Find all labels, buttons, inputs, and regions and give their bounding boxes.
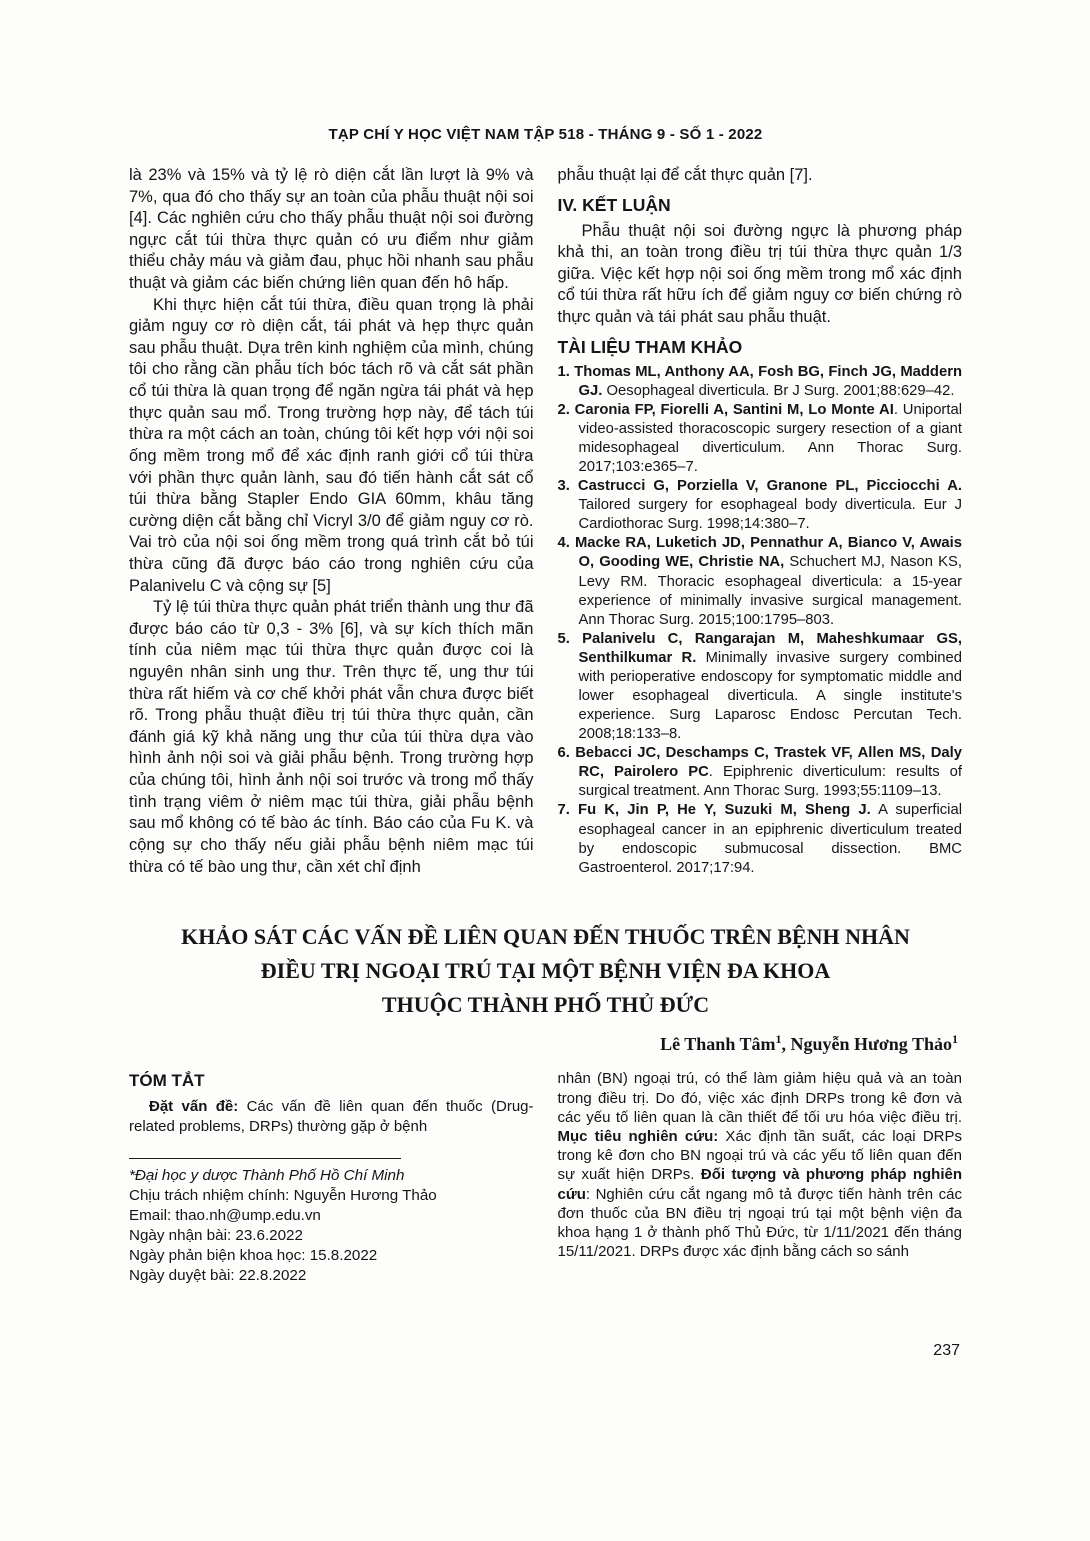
- article2-title-line-2: ĐIỀU TRỊ NGOẠI TRÚ TẠI MỘT BỆNH VIỆN ĐA KHOA: [260, 958, 831, 984]
- abstract-heading: TÓM TẮT: [129, 1071, 205, 1091]
- conclusion-heading: IV. KẾT LUẬN: [557, 194, 671, 215]
- article1-right-column: [558, 165, 963, 878]
- article2-title: [129, 920, 962, 1022]
- author-separator: ,: [781, 1034, 791, 1055]
- footnote-accepted-date: Ngày duyệt bài: 22.8.2022: [129, 1267, 307, 1285]
- reference-item: 7. Fu K, Jin P, He Y, Suzuki M, Sheng J. A superficial esophageal cancer in an epiphrenic diverticulum treated by endoscopic submucosal dissection. BMC Gastroenterol. 2017;17:94.: [557, 802, 962, 876]
- journal-header: TẠP CHÍ Y HỌC VIỆT NAM TẬP 518 - THÁNG 9 - SỐ 1 - 2022: [328, 126, 763, 143]
- footnote-received-date: Ngày nhận bài: 23.6.2022: [129, 1226, 303, 1244]
- reference-item: 3. Castrucci G, Porziella V, Granone PL, Picciocchi A. Tailored surgery for esophageal body diverticula. Eur J Cardiothorac Surg. 1998;14:380–7.: [557, 478, 962, 533]
- page-number: 237: [933, 1342, 960, 1359]
- paragraph-continued: phẫu thuật lại để cắt thực quản [7].: [557, 166, 813, 184]
- article1-columns: [129, 165, 962, 878]
- abstract-continued-paragraph: nhân (BN) ngoại trú, có thể làm giảm hiệu quả và an toàn trong điều trị. Do đó, việc xác định DRPs trong kê đơn và các yếu tố liên quan là cần thiết để tối ưu hóa việc điều trị. Mục tiêu nghiên cứu: Xác định tần suất, các loại DRPs trong kê đơn cho BN ngoại trú và các yếu tố liên quan đến sự xuất hiện DRPs. Đối tượng và phương pháp nghiên cứu: Nghiên cứu cắt ngang mô tả được tiến hành trên các đơn thuốc của BN điều trị ngoại trú tại một bệnh viện đa khoa hạng 1 ở thành phố Thủ Đức, từ 1/11/2021 đến tháng 15/11/2021. DRPs được xác định bằng cách so sánh: [557, 1070, 962, 1261]
- reference-item: 2. Caronia FP, Fiorelli A, Santini M, Lo Monte AI. Uniportal video-assisted thoracoscopic surgery resection of a giant midesophageal diverticulum. Ann Thorac Surg. 2017;103:e365–7.: [557, 401, 962, 476]
- article2-right-column: [558, 1069, 963, 1286]
- reference-item: 6. Bebacci JC, Deschamps C, Trastek VF, Allen MS, Daly RC, Pairolero PC. Epiphrenic diverticulum: results of surgical treatment. Ann Thorac Surg. 1993;55:1109–13.: [557, 745, 963, 800]
- reference-item: 1. Thomas ML, Anthony AA, Fosh BG, Finch JG, Maddern GJ. Oesophageal diverticula. Br J Surg. 2001;88:629–42.: [557, 363, 962, 399]
- article2-columns: [129, 1069, 962, 1286]
- footnote-separator: [129, 1158, 401, 1159]
- article2-authors: [129, 1032, 962, 1055]
- abstract-lead-paragraph: Đặt vấn đề: Các vấn đề liên quan đến thuốc (Drug-related problems, DRPs) thường gặp ở bệnh: [129, 1098, 534, 1135]
- abstract-methods-label: Đối tượng và phương pháp nghiên cứu: [557, 1166, 962, 1203]
- footnote-responsible-author: Chịu trách nhiệm chính: Nguyễn Hương Thảo: [129, 1186, 437, 1204]
- article2-left-column: [129, 1069, 534, 1286]
- abstract-objective-label: Mục tiêu nghiên cứu:: [557, 1127, 719, 1145]
- footnote-block: [129, 1158, 534, 1286]
- footnote-email: Email: thao.nh@ump.edu.vn: [129, 1206, 321, 1224]
- paragraph-continued-from-previous-page: là 23% và 15% và tỷ lệ rò diện cắt lần lượt là 9% và 7%, qua đó cho thấy sự an toàn của phẫu thuật nội soi [4]. Các nghiên cứu cho thấy phẫu thuật nội soi đường ngực cắt túi thừa thực quản có ưu điểm như giảm thiểu chảy máu và giảm đau, phục hồi nhanh sau phẫu thuật và giảm các biến chứng liên quan đến hô hấp.: [129, 166, 534, 293]
- paragraph: Khi thực hiện cắt túi thừa, điều quan trọng là phải giảm nguy cơ rò diện cắt, tái phát và hẹp thực quản sau phẫu thuật. Dựa trên kinh nghiệm của mình, chúng tôi cho rằng cần phẫu tích bóc tách rõ và cắt sát phần cổ túi thừa là quan trọng để ngăn ngừa tái phát và hẹp thực quản sau mổ. Trong trường hợp này, để tách túi thừa ra một cách an toàn, chúng tôi kết hợp với nội soi ống mềm trong mổ để xác định ranh giới cổ túi thừa với phần thực quản lành, sau đó tiến hành cắt sát cổ túi thừa bằng Stapler Endo GIA 60mm, khâu tăng cường diện cắt bằng chỉ Vicryl 3/0 để giảm nguy cơ rò. Vai trò của nội soi ống mềm trong quá trình cắt bỏ túi thừa cũng đã được báo cáo trong nghiên cứu của Palanivelu C và cộng sự [5]: [129, 295, 534, 595]
- article2-title-line-1: KHẢO SÁT CÁC VẤN ĐỀ LIÊN QUAN ĐẾN THUỐC TRÊN BỆNH NHÂN: [181, 924, 910, 950]
- reference-item: 4. Macke RA, Luketich JD, Pennathur A, Bianco V, Awais O, Gooding WE, Christie NA, Schuchert MJ, Nason KS, Levy RM. Thoracic esophageal diverticula: a 15-year experience of minimally invasive surgical management. Ann Thorac Surg. 2015;100:1795–803.: [557, 535, 962, 628]
- abstract-lead-label: Đặt vấn đề:: [149, 1098, 239, 1116]
- conclusion-paragraph: Phẫu thuật nội soi đường ngực là phương pháp khả thi, an toàn trong điều trị túi thừa thực quản 1/3 giữa. Việc kết hợp nội soi ống mềm trong mổ xác định cổ túi thừa rất hữu ích để giảm nguy cơ biến chứng rò thực quản và tái phát sau phẫu thuật.: [557, 221, 962, 327]
- references-list: [558, 363, 963, 878]
- article1-left-column: [129, 165, 534, 878]
- footnote-affiliation: *Đại học y dược Thành Phố Hồ Chí Minh: [129, 1166, 405, 1184]
- footnote-review-date: Ngày phản biện khoa học: 15.8.2022: [129, 1247, 378, 1265]
- references-heading: TÀI LIỆU THAM KHẢO: [557, 336, 743, 357]
- article2-title-line-3: THUỘC THÀNH PHỐ THỦ ĐỨC: [381, 992, 710, 1018]
- paragraph: Tỷ lệ túi thừa thực quản phát triển thành ung thư đã được báo cáo từ 0,3 - 3% [6], và sự kích thích mãn tính của niêm mạc túi thừa thực quản được coi là nguyên nhân sinh ung thư. Trên thực tế, ung thư túi thừa rất hiếm và cơ chế khởi phát vẫn chưa được biết rõ. Trong phẫu thuật điều trị túi thừa thực quản, cần đánh giá kỹ khả năng ung thư của túi thừa dựa vào hình ảnh nội soi và giải phẫu bệnh. Trong trường hợp của chúng tôi, hình ảnh nội soi trước và trong mổ thấy tình trạng viêm ở niêm mạc túi thừa, giải phẫu bệnh sau mổ không có tế bào ác tính. Báo cáo của Fu K. và cộng sự cho thấy nếu giải phẫu bệnh niêm mạc túi thừa có tế bào ung thư, cần xét chỉ định: [129, 598, 534, 876]
- author-name: Nguyễn Hương Thảo: [790, 1034, 952, 1055]
- author-affiliation-marker: 1: [775, 1032, 782, 1047]
- author-name: Lê Thanh Tâm: [660, 1034, 776, 1055]
- author-affiliation-marker: 1: [952, 1032, 958, 1047]
- reference-item: 5. Palanivelu C, Rangarajan M, Maheshkumaar GS, Senthilkumar R. Minimally invasive surgery combined with perioperative endoscopy for symptomatic middle and lower esophageal diverticula. A single institute's experience. Surg Laparosc Endosc Percutan Tech. 2008;18:133–8.: [557, 630, 962, 743]
